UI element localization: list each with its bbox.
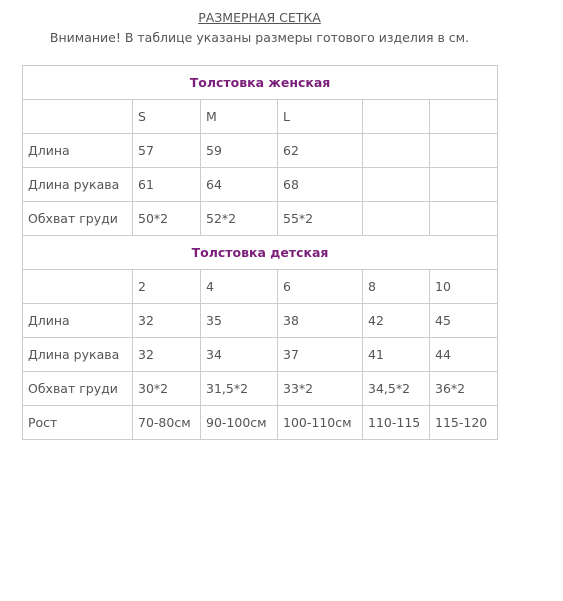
- size-header-row: [23, 100, 498, 134]
- table-cell: 36*2: [430, 372, 498, 406]
- table-cell: 35: [201, 304, 278, 338]
- table-cell: 37: [278, 338, 363, 372]
- table-cell: 30*2: [133, 372, 201, 406]
- table-cell: 32: [133, 338, 201, 372]
- table-cell: 62: [278, 134, 363, 168]
- size-header-cell: 4: [201, 270, 278, 304]
- row-label: Длина рукава: [23, 168, 133, 202]
- size-header-cell: [430, 100, 498, 134]
- size-notice: Внимание! В таблице указаны размеры готового изделия в см.: [49, 30, 470, 45]
- size-header-cell: S: [133, 100, 201, 134]
- size-table: [22, 65, 498, 440]
- table-cell: 100-110см: [278, 406, 363, 440]
- table-cell: [363, 168, 430, 202]
- size-header-cell: 10: [430, 270, 498, 304]
- header-empty-cell: [23, 100, 133, 134]
- table-cell: 52*2: [201, 202, 278, 236]
- table-cell: 115-120: [430, 406, 498, 440]
- table-row: [23, 202, 498, 236]
- table-row: [23, 168, 498, 202]
- row-label: Обхват груди: [23, 202, 133, 236]
- table-cell: 110-115: [363, 406, 430, 440]
- table-cell: [430, 202, 498, 236]
- table-cell: 64: [201, 168, 278, 202]
- table-row: [23, 134, 498, 168]
- size-header-cell: 6: [278, 270, 363, 304]
- table-cell: 50*2: [133, 202, 201, 236]
- table-cell: [430, 168, 498, 202]
- table-cell: 70-80см: [133, 406, 201, 440]
- table-cell: 90-100см: [201, 406, 278, 440]
- row-label: Длина рукава: [23, 338, 133, 372]
- table-cell: 32: [133, 304, 201, 338]
- table-cell: 44: [430, 338, 498, 372]
- table-cell: [363, 202, 430, 236]
- table-cell: 61: [133, 168, 201, 202]
- table-cell: 57: [133, 134, 201, 168]
- table-cell: 59: [201, 134, 278, 168]
- size-header-cell: L: [278, 100, 363, 134]
- section-row-women: [23, 66, 498, 100]
- section-title-women: Толстовка женская: [23, 66, 498, 100]
- table-row: [23, 338, 498, 372]
- size-header-cell: 8: [363, 270, 430, 304]
- size-header-cell: [363, 100, 430, 134]
- row-label: Обхват груди: [23, 372, 133, 406]
- header-empty-cell: [23, 270, 133, 304]
- table-cell: [430, 134, 498, 168]
- size-chart-heading: РАЗМЕРНАЯ СЕТКА: [198, 10, 321, 25]
- table-cell: 34: [201, 338, 278, 372]
- table-cell: 42: [363, 304, 430, 338]
- section-title-kids: Толстовка детская: [23, 236, 498, 270]
- size-header-cell: M: [201, 100, 278, 134]
- table-cell: 45: [430, 304, 498, 338]
- table-row: [23, 304, 498, 338]
- row-label: Длина: [23, 134, 133, 168]
- table-cell: 31,5*2: [201, 372, 278, 406]
- row-label: Длина: [23, 304, 133, 338]
- table-cell: 41: [363, 338, 430, 372]
- table-cell: 33*2: [278, 372, 363, 406]
- size-header-row: [23, 270, 498, 304]
- table-cell: 55*2: [278, 202, 363, 236]
- row-label: Рост: [23, 406, 133, 440]
- table-cell: 68: [278, 168, 363, 202]
- table-cell: 38: [278, 304, 363, 338]
- section-row-kids: [23, 236, 498, 270]
- table-cell: 34,5*2: [363, 372, 430, 406]
- table-row: [23, 372, 498, 406]
- table-cell: [363, 134, 430, 168]
- size-header-cell: 2: [133, 270, 201, 304]
- table-row: [23, 406, 498, 440]
